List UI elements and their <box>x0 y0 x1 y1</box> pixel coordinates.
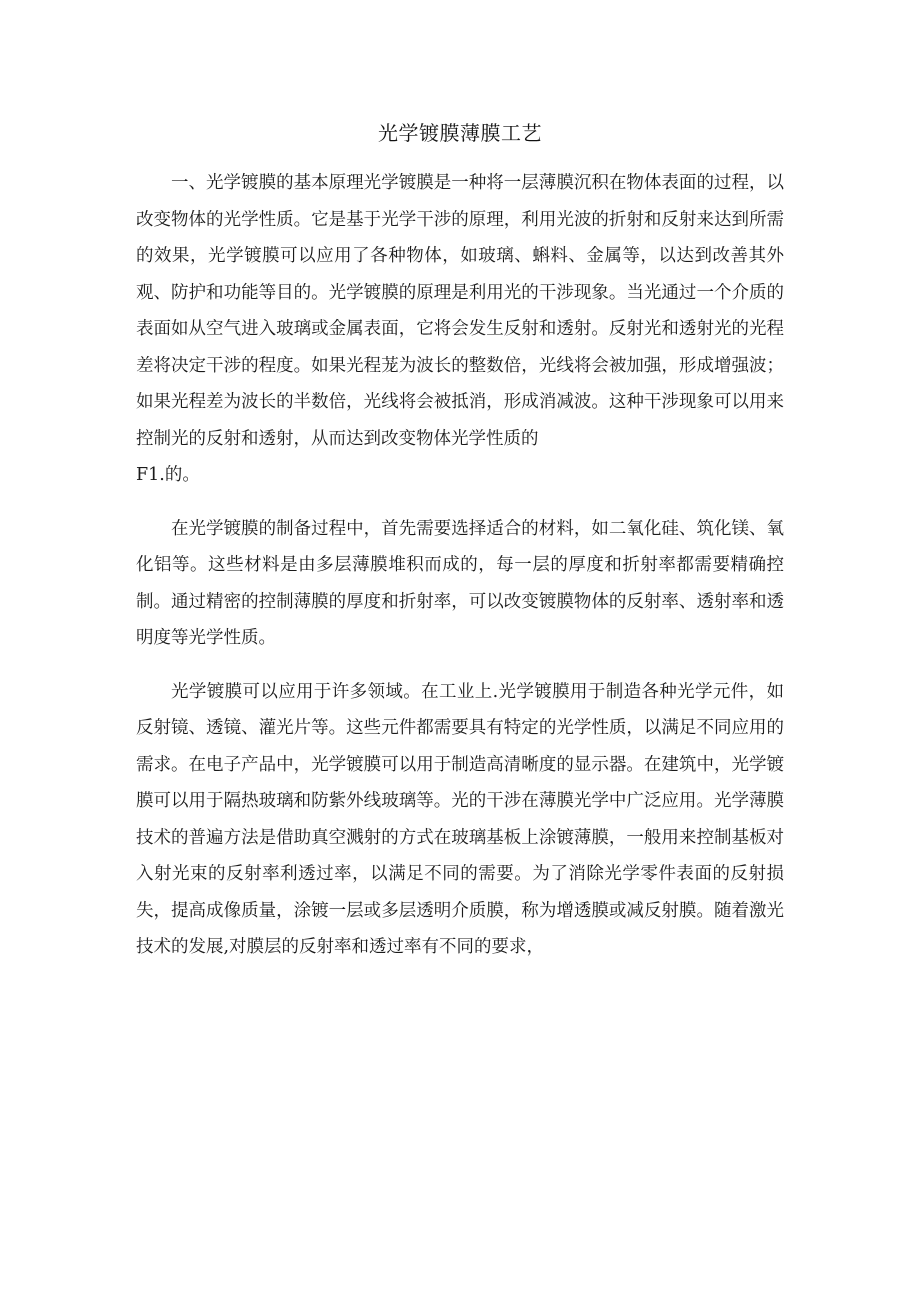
paragraph-1-tail: F1.的。 <box>136 465 200 485</box>
document-body <box>136 165 784 983</box>
paragraph-2 <box>136 511 784 657</box>
paragraph-2-text: 在光学镀膜的制备过程中，首先需要选择适合的材料，如二氧化硅、筑化镁、氧化铝等。这些材料是由多层薄膜堆积而成的，每一层的厚度和折射率都需要精确控制。通过精密的控制薄膜的厚度和折射率，可以改变镀膜物体的反射率、透射率和透明度等光学性质。 <box>136 518 784 648</box>
document-title: 光学镀膜薄膜工艺 <box>378 121 542 145</box>
paragraph-3-text: 光学镀膜可以应用于许多领域。在工业上.光学镀膜用于制造各种光学元件，如反射镜、透镜、灌光片等。这些元件都需要具有特定的光学性质，以满足不同应用的需求。在电子产品中，光学镀膜可以用于制造高清晰度的显示器。在建筑中，光学镀膜可以用于隔热玻璃和防紫外线玻璃等。光的干涉在薄膜光学中广泛应用。光学薄膜技术的普遍方法是借助真空溅射的方式在玻璃基板上涂镀薄膜，一般用来控制基板对入射光束的反射率利透过率，以满足不同的需要。为了消除光学零件表面的反射损失，提高成像质量，涂镀一层或多层透明介质膜，称为增透膜或减反射膜。随着激光技术的发展,对膜层的反射率和透过率有不同的要求， <box>136 681 784 957</box>
paragraph-1 <box>136 165 784 494</box>
paragraph-1-text: 一、光学镀膜的基本原理光学镀膜是一种将一层薄膜沉积在物体表面的过程，以改变物体的光学性质。它是基于光学干涉的原理，利用光波的折射和反射来达到所需的效果，光学镀膜可以应用了各种物体，如玻璃、蝌料、金属等，以达到改善其外观、防护和功能等目的。光学镀膜的原理是利用光的干涉现象。当光通过一个介质的表面如从空气进入玻璃或金属表面，它将会发生反射和透射。反射光和透射光的光程差将决定干涉的程度。如果光程茏为波长的整数倍，光线将会被加强，形成增强波；如果光程差为波长的半数倍，光线将会被抵消，形成消减波。这种干涉现象可以用来控制光的反射和透射，从而达到改变物体光学性质的 <box>136 173 784 449</box>
paragraph-3 <box>136 674 784 966</box>
